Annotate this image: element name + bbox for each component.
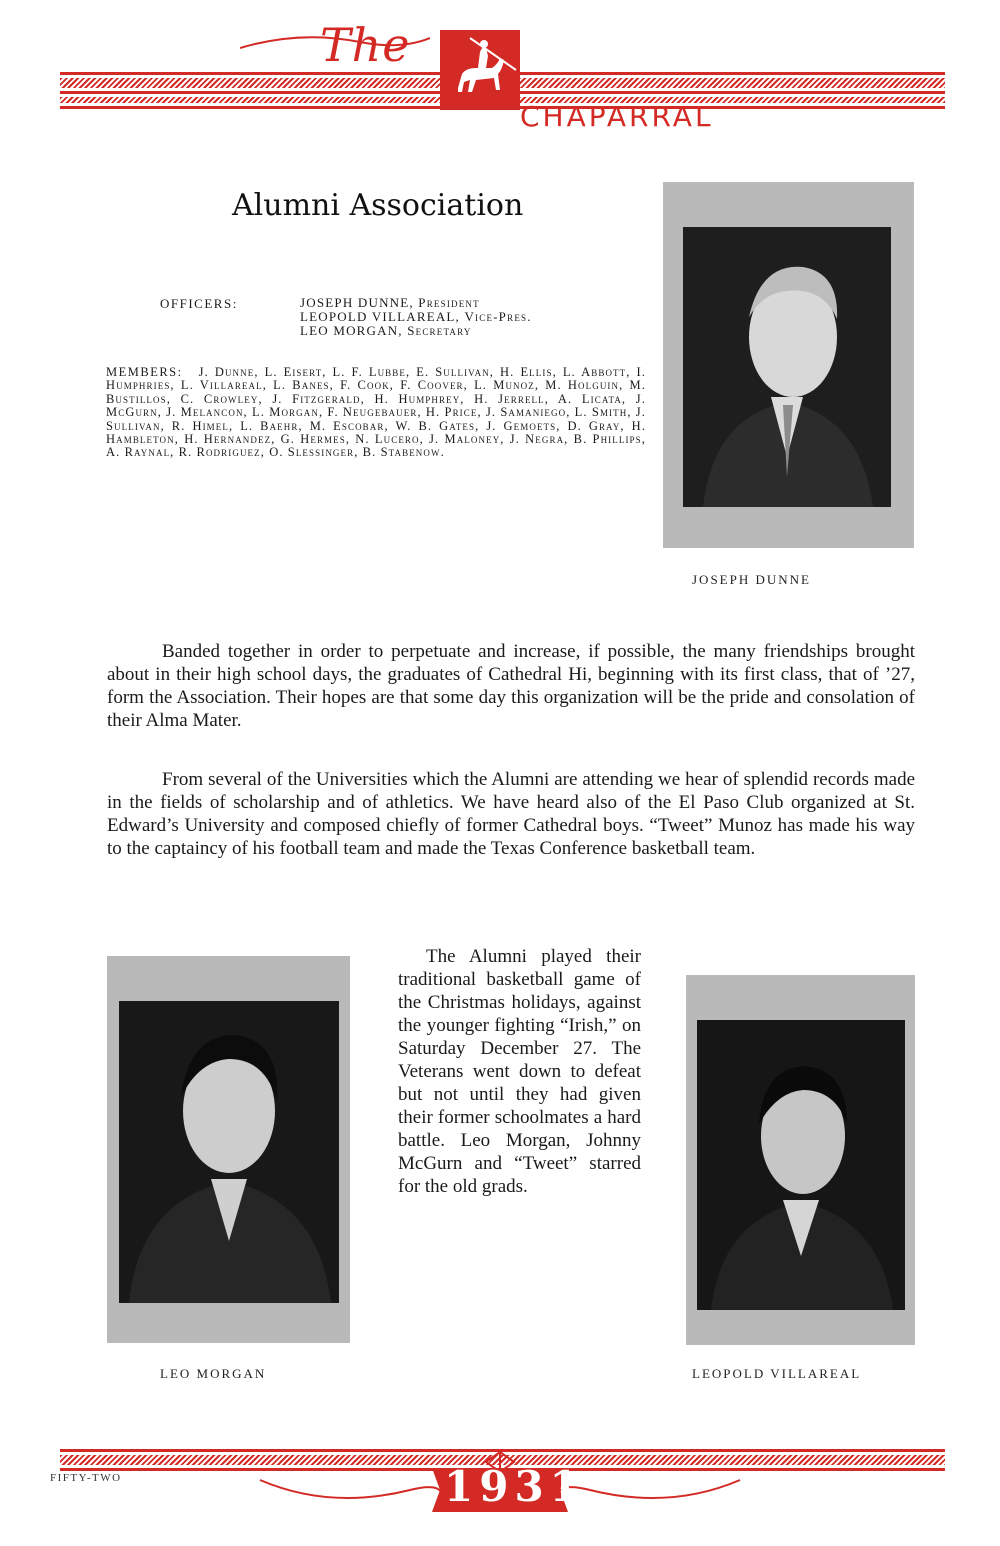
- officers-label: OFFICERS:: [160, 296, 238, 311]
- portrait-leo-morgan: [107, 956, 350, 1343]
- portrait-image: [697, 1020, 905, 1310]
- portrait-image: [683, 227, 891, 507]
- officer-vice-president: [300, 310, 532, 323]
- portrait-image: [119, 1001, 339, 1303]
- knight-emblem-icon: [440, 30, 520, 110]
- page-number: FIFTY-TWO: [50, 1472, 122, 1484]
- paragraph-2: From several of the Universities which the Alumni are attending we hear of splendid records made in the fields of scholarship and of athletics. We have heard also of the El Paso Club organized at St. Edward’s University and composed chiefly of former Cathedral boys. “Tweet” Munoz has made his way to the captaincy of his football team and made the Texas Conference basketball team.: [107, 769, 915, 859]
- masthead-chaparral: CHAPARRAL: [520, 100, 714, 133]
- page-title: Alumni Association: [232, 188, 524, 223]
- year-label: 1931: [444, 1462, 585, 1511]
- officer-secretary: [300, 324, 472, 337]
- caption-leopold-villareal: LEOPOLD VILLAREAL: [692, 1366, 862, 1381]
- basketball-paragraph: The Alumni played their traditional basketball game of the Christmas holidays, against the younger fighting “Irish,” on Saturday December 27. The Veterans went down to defeat but not until they had given their former schoolmates a hard battle. Leo Morgan, Johnny McGurn and “Tweet” starred for the old grads.: [398, 946, 641, 1197]
- masthead-the: The: [320, 18, 411, 72]
- members-label: MEMBERS:: [106, 365, 183, 379]
- officer-role: President: [418, 295, 480, 310]
- officer-president: [300, 296, 480, 309]
- members-list: [106, 366, 646, 460]
- caption-leo-morgan: LEO MORGAN: [160, 1366, 267, 1381]
- officer-role: Vice-Pres.: [464, 309, 532, 324]
- caption-joseph-dunne: JOSEPH DUNNE: [692, 572, 811, 587]
- officer-name: LEOPOLD VILLAREAL,: [300, 309, 461, 324]
- officer-name: LEO MORGAN,: [300, 323, 403, 338]
- officer-role: Secretary: [407, 323, 472, 338]
- members-names: J. Dunne, L. Eisert, L. F. Lubbe, E. Sullivan, H. Ellis, L. Abbott, I. Humphries, L. Villareal, L. Banes, F. Cook, F. Coover, L. Munoz, M. Holguin, M. Bustillos, C. Crowley, J. Fitzgerald, H. Humphrey, H. Jerrell, A. Licata, J. McGurn, J. Melancon, L. Morgan, F. Neugebauer, H. Price, J. Samaniego, L. Smith, J. Sullivan, R. Himel, L. Baehr, M. Escobar, W. B. Gates, J. Gemoets, D. Gray, H. Hambleton, H. Hernandez, G. Hermes, N. Lucero, J. Maloney, J. Negra, B. Phillips, A. Raynal, R. Rodriguez, O. Slessinger, B. Stabenow.: [106, 365, 646, 460]
- paragraph-1: Banded together in order to perpetuate and increase, if possible, the many friendships brought about in their high school days, the graduates of Cathedral Hi, beginning with its first class, that of ’27, form the Association. Their hopes are that some day this organization will be the pride and consolation of their Alma Mater.: [107, 641, 915, 731]
- portrait-joseph-dunne: [663, 182, 914, 548]
- portrait-leopold-villareal: [686, 975, 915, 1345]
- officer-name: JOSEPH DUNNE,: [300, 295, 414, 310]
